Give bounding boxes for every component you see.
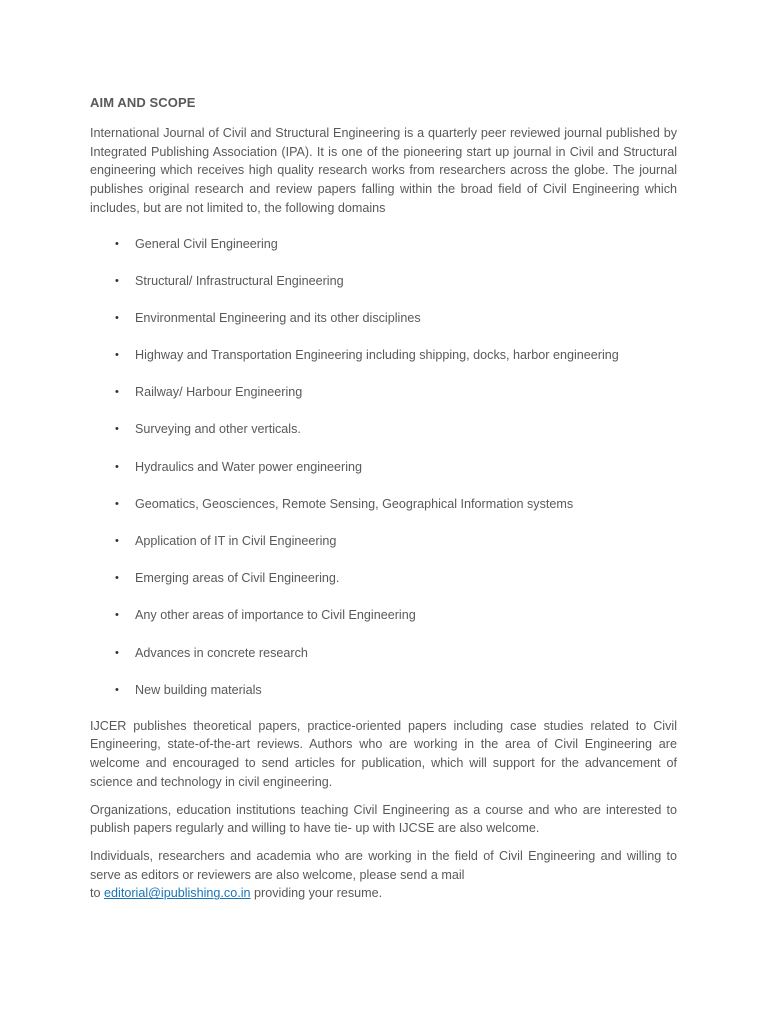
section-heading: AIM AND SCOPE [90,95,196,110]
domain-label: General Civil Engineering [135,236,278,251]
domain-list-item [90,532,677,550]
domain-list-item [90,309,677,327]
domain-label: Emerging areas of Civil Engineering. [135,571,340,586]
bullet-icon: • [115,460,119,473]
domain-label: Advances in concrete research [135,645,308,660]
document-page [90,94,677,912]
domain-list-item [90,272,677,290]
bullet-icon: • [115,237,119,250]
email-link[interactable]: editorial@ipublishing.co.in [104,886,251,901]
bullet-icon: • [115,646,119,659]
domain-label: Hydraulics and Water power engineering [135,459,363,474]
bullet-icon: • [115,423,119,436]
bullet-icon: • [115,497,119,510]
domain-list-item [90,346,677,364]
bullet-icon: • [115,349,119,362]
domain-list-item [90,235,677,253]
individuals-end: providing your resume. [254,886,383,901]
bullet-icon: • [115,274,119,287]
domain-label: Any other areas of importance to Civil Engineering [135,608,416,623]
bullet-icon: • [115,311,119,324]
domain-label: Railway/ Harbour Engineering [135,385,303,400]
individuals-to: to [90,886,101,901]
domain-label: Geomatics, Geosciences, Remote Sensing, Geographical Information systems [135,496,574,511]
domain-list [90,235,677,699]
domain-label: Application of IT in Civil Engineering [135,534,337,549]
bullet-icon: • [115,535,119,548]
domain-list-item [90,458,677,476]
bullet-icon: • [115,572,119,585]
domain-label: Environmental Engineering and its other disciplines [135,310,421,325]
domain-list-item [90,383,677,401]
domain-label: Structural/ Infrastructural Engineering [135,273,344,288]
domain-list-item [90,606,677,624]
domain-list-item [90,644,677,662]
individuals-paragraph [90,847,677,903]
bullet-icon: • [115,609,119,622]
organizations-paragraph: Organizations, education institutions teaching Civil Engineering as a course and who are interested to publish papers regularly and willing to have tie- up with IJCSE are also welcome. [90,802,677,836]
individuals-text: Individuals, researchers and academia who are working in the field of Civil Engineering and willing to serve as editors or reviewers are also welcome, please send a mail [90,848,677,882]
intro-paragraph: International Journal of Civil and Structural Engineering is a quarterly peer reviewed journal published by Integrated Publishing Association (IPA). It is one of the pioneering start up journal in Civil and Structural engineering which receives high quality research works from researchers across the globe. The journal publishes original research and review papers falling within the broad field of Civil Engineering which includes, but are not limited to, the following domains [90,126,677,215]
bullet-icon: • [115,386,119,399]
domain-list-item [90,420,677,438]
domain-label: New building materials [135,682,262,697]
domain-label: Highway and Transportation Engineering including shipping, docks, harbor engineering [135,348,619,363]
ijcer-paragraph: IJCER publishes theoretical papers, practice-oriented papers including case studies related to Civil Engineering, state-of-the-art reviews. Authors who are working in the area of Civil Engineering are welcome and encouraged to send articles for publication, which will support for the advancement of science and technology in civil engineering. [90,718,677,789]
domain-list-item [90,681,677,699]
domain-list-item [90,495,677,513]
domain-list-item [90,569,677,587]
bullet-icon: • [115,683,119,696]
domain-label: Surveying and other verticals. [135,422,301,437]
